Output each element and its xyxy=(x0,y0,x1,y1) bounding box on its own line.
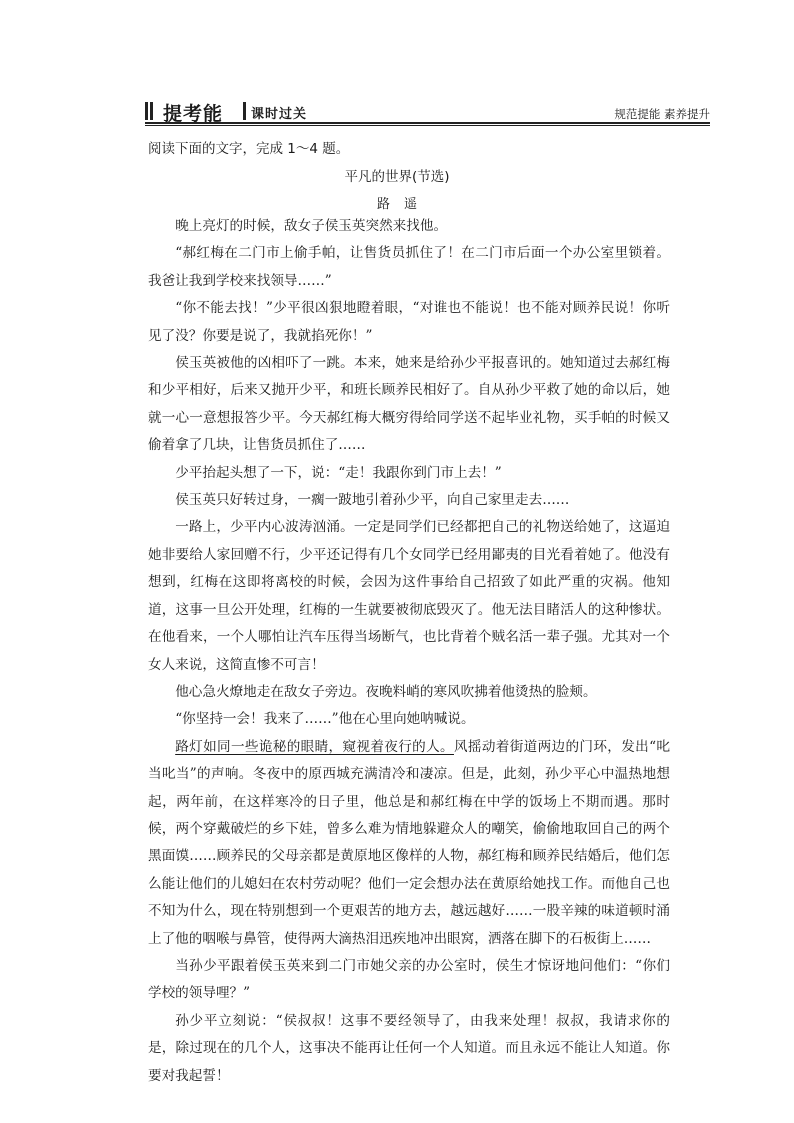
paragraph: “你不能去找！”少平很凶狠地瞪着眼，“对谁也不能说！也不能对顾养民说！你听见了没？你要是说了，我就掐死你！” xyxy=(148,300,670,344)
header-rule-thin xyxy=(145,125,710,126)
paragraph: 侯玉英被他的凶相吓了一跳。本来，她来是给孙少平报喜讯的。她知道过去郝红梅和少平相好，后来又抛开少平，和班长顾养民相好了。自从孙少平救了她的命以后，她就一心一意想报答少平。今天郝红梅大概穷得给同学送不起毕业礼物，买手帕的时候又偷着拿了几块，让售货员抓住了…… xyxy=(148,355,670,454)
paragraph: “郝红梅在二门市上偷手帕，让售货员抓住了！在二门市后面一个办公室里锁着。我爸让我到学校来找领导……” xyxy=(148,245,670,289)
paragraph: 侯玉英只好转过身，一瘸一跛地引着孙少平，向自己家里走去…… xyxy=(175,492,570,509)
underlined-sentence: 路灯如同一些诡秘的眼睛，窥视着夜行的人。 xyxy=(175,738,454,755)
question-instruction: 阅读下面的文字，完成 1～4 题。 xyxy=(148,141,350,157)
passage-author: 路遥 xyxy=(376,197,431,212)
paragraph: 晚上亮灯的时候，敌女子侯玉英突然来找他。 xyxy=(175,218,448,234)
header-separator xyxy=(243,102,246,120)
paragraph: 孙少平立刻说：“侯叔叔！这事不要经领导了，由我来处理！叔叔，我请求你的是，除过现在的几个人，这事决不能再让任何一个人知道。而且永远不能让人知道。你要对我起誓！ xyxy=(148,1012,670,1084)
paragraph: 当孙少平跟着侯玉英来到二门市她父亲的办公室时，侯生才惊讶地问他们：“你们学校的领导哩？” xyxy=(148,957,670,1002)
passage-title: 平凡的世界(节选) xyxy=(344,169,450,185)
header-bars-decoration xyxy=(145,102,153,120)
paragraph: 一路上，少平内心波涛汹涌。一定是同学们已经都把自己的礼物送给她了，这逼迫她非要给人家回赠不行，少平还记得有几个女同学已经用鄙夷的目光看着她了。他没有想到，红梅在这即将离校的时候，会因为这件事给自己招致了如此严重的灾祸。他知道，这事一旦公开处理，红梅的一生就要被彻底毁灭了。他无法目睹活人的这种惨状。在他看来，一个人哪怕让汽车压得当场断气，也比背着个贼名活一辈子强。尤其对一个女人来说，这简直惨不可言！ xyxy=(148,519,670,673)
paragraph: 他心急火燎地走在敌女子旁边。夜晚料峭的寒风吹拂着他烫热的脸颊。 xyxy=(175,683,597,700)
paragraph: 少平抬起头想了一下，说：“走！我跟你到门市上去！” xyxy=(175,464,502,481)
section-title: 提考能 xyxy=(163,103,224,125)
section-header xyxy=(145,100,710,126)
paragraph-continuation: 风摇动着街道两边的门环，发出“叱当叱当”的声响。冬夜中的原西城充满清冷和凄凉。但是，此刻，孙少平心中温热地想起，两年前，在这样寒冷的日子里，他总是和郝红梅在中学的饭场上不期而遇。那时候，两个穿戴破烂的乡下娃，曾多么难为情地躲避众人的嘲笑，偷偷地取回自己的两个黑面馍……顾养民的父母亲都是黄原地区像样的人物，郝红梅和顾养民结婚后，他们怎么能让他们的儿媳妇在农村劳动呢？他们一定会想办法在黄原给她找工作。而他自己也不知为什么，现在特别想到一个更艰苦的地方去，越远越好……一股辛辣的味道顿时涌上了他的咽喉与鼻管，使得两大滴热泪迅疾地冲出眼窝，洒落在脚下的石板街上…… xyxy=(148,738,670,947)
passage-body xyxy=(148,213,670,1090)
paragraph xyxy=(148,734,670,953)
paragraph: “你坚持一会！我来了……”他在心里向她呐喊说。 xyxy=(175,711,475,728)
header-right-label: 规范提能 素养提升 xyxy=(614,107,710,121)
header-rule xyxy=(145,122,710,124)
section-subtitle: 课时过关 xyxy=(251,107,308,122)
